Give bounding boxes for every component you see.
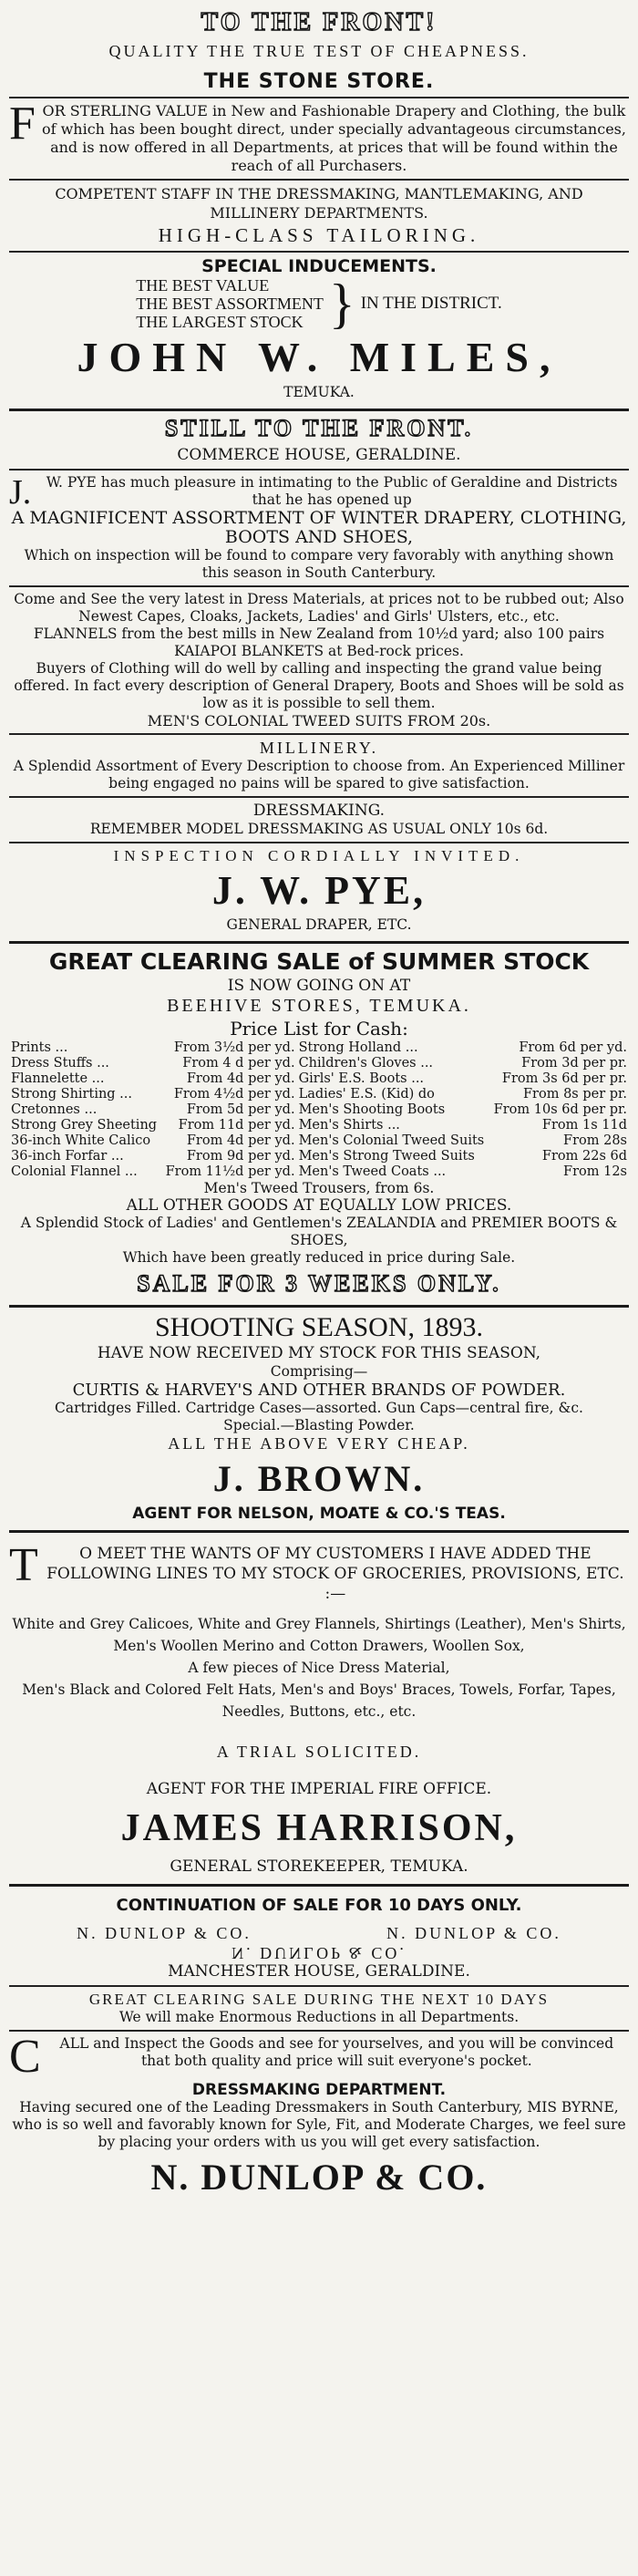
brace-icon: } (328, 274, 355, 334)
pye-intro-text: W. PYE has much pleasure in intimating to the Public of Geraldine and Districts that he has opened up (46, 474, 618, 508)
tweed-suits: MEN'S COLONIAL TWEED SUITS FROM 20s. (147, 712, 491, 729)
divider (9, 97, 629, 98)
item-right: Strong Holland ... (298, 1040, 418, 1055)
item-right: Men's Colonial Tweed Suits (298, 1133, 485, 1148)
best-value: THE BEST VALUE (136, 276, 270, 295)
buyers: Buyers of Clothing will do well by calling and inspecting the grand value being offered. In fact every description of General Drapery, Boots and Shoes will be sold as low as it is possible to sell them. (14, 660, 624, 711)
harrison-ad (9, 1533, 629, 1887)
dressmaking-heading: DRESSMAKING. (252, 802, 386, 820)
price-right: From 3d per pr. (521, 1056, 627, 1071)
remember-model: REMEMBER MODEL DRESSMAKING AS USUAL ONLY 10s 6d. (89, 821, 549, 837)
price-left: From 4 d per yd. (182, 1056, 295, 1071)
received-stock: HAVE NOW RECEIVED MY STOCK FOR THIS SEASON, (97, 1344, 541, 1362)
merchant-name-pye: J. W. PYE, (211, 868, 427, 913)
item-right: Children's Gloves ... (298, 1056, 434, 1071)
general-draper: GENERAL DRAPER, ETC. (226, 916, 412, 933)
price-left: From 4d per yd. (186, 1133, 295, 1148)
call-paragraph (9, 2035, 629, 2077)
price-left: From 11d per yd. (178, 1118, 295, 1133)
drop-cap: C (9, 2035, 41, 2077)
merchant-name-miles: JOHN W. MILES, (77, 334, 561, 380)
price-left: From 9d per yd. (186, 1149, 295, 1164)
harrison-intro-text: O MEET THE WANTS OF MY CUSTOMERS I HAVE ADDED THE FOLLOWING LINES TO MY STOCK OF GROCERIES, PROVISIONS, ETC. :— (46, 1545, 624, 1603)
divider (9, 796, 629, 798)
price-table (9, 1040, 629, 1180)
drop-cap: J. (9, 474, 32, 512)
banner-still-to-the-front: STILL TO THE FRONT. (164, 415, 474, 441)
intro-text: OR STERLING VALUE in New and Fashionable Drapery and Clothing, the bulk of which has been bought direct, under specially advantageous circumstances, and is now offered in all Departments, at prices that will be found within the reach of all Purchasers. (41, 102, 626, 174)
item-left: Flannelette ... (11, 1071, 105, 1086)
dressmaking-department: DRESSMAKING DEPARTMENT. (191, 2081, 447, 2099)
item-left: Strong Grey Sheeting (11, 1118, 158, 1133)
magnificent-assortment: A MAGNIFICENT ASSORTMENT OF WINTER DRAPERY, CLOTHING, BOOTS AND SHOES, (11, 508, 627, 547)
price-left: From 3½d per yd. (173, 1040, 295, 1055)
divider (9, 179, 629, 181)
price-right: From 8s per pr. (523, 1087, 627, 1102)
blasting-powder: Special.—Blasting Powder. (223, 1417, 415, 1433)
price-right: From 28s (563, 1133, 627, 1148)
divider (9, 1985, 629, 1987)
price-row (9, 1149, 629, 1164)
lines-list-3: Men's Black and Colored Felt Hats, Men's and Boys' Braces, Towels, Forfar, Tapes, Needles, Buttons, etc., etc. (22, 1681, 616, 1720)
item-right: Men's Strong Tweed Suits (298, 1149, 475, 1164)
kaiapoi: KAIAPOI BLANKETS at Bed-rock prices. (174, 643, 464, 659)
divider (9, 251, 629, 253)
price-row (9, 1164, 629, 1180)
tailoring: HIGH-CLASS TAILORING. (158, 224, 480, 246)
dunlop-footer-name: N. DUNLOP & CO. (150, 2157, 488, 2198)
item-left: 36-inch White Calico (11, 1133, 151, 1148)
price-row (9, 1071, 629, 1087)
flannels: FLANNELS from the best mills in New Zealand from 10½d yard; also 100 pairs (33, 626, 605, 642)
item-right: Ladies' E.S. (Kid) do (298, 1087, 435, 1102)
dunlop-name-row (9, 1924, 629, 1943)
inspection-invited: INSPECTION CORDIALLY INVITED. (113, 847, 525, 864)
drop-cap: T (9, 1544, 38, 1591)
merchant-name-harrison: JAMES HARRISON, (120, 1807, 518, 1849)
going-on-at: IS NOW GOING ON AT (227, 977, 411, 995)
in-the-district: IN THE DISTRICT. (360, 294, 502, 313)
harrison-intro (9, 1544, 629, 1604)
shooting-season: SHOOTING SEASON, 1893. (154, 1312, 483, 1342)
item-left: Strong Shirting ... (11, 1087, 133, 1102)
tea-agent: AGENT FOR NELSON, MOATE & CO.'S TEAS. (132, 1505, 506, 1523)
stone-store-ad (9, 4, 629, 411)
item-right: Men's Shooting Boots (298, 1102, 446, 1117)
price-row (9, 1087, 629, 1102)
reduced-note: Which have been greatly reduced in price during Sale. (122, 1249, 516, 1266)
millinery-text: A Splendid Assortment of Every Description to choose from. An Experienced Milliner being engaged no pains will be spared to give satisfaction. (13, 758, 625, 791)
divider (9, 842, 629, 843)
divider (9, 585, 629, 587)
splendid-stock: A Splendid Stock of Ladies' and Gentlemen's ZEALANDIA and PREMIER BOOTS & SHOES, (20, 1215, 618, 1248)
cartridges: Cartridges Filled. Cartridge Cases—assorted. Gun Caps—central fire, &c. (55, 1400, 583, 1416)
price-right: From 3s 6d per pr. (501, 1071, 627, 1086)
millinery-heading: MILLINERY. (259, 739, 379, 757)
best-assortment: THE BEST ASSORTMENT (136, 295, 324, 313)
manchester-house: MANCHESTER HOUSE, GERALDINE. (168, 1962, 470, 1981)
brown-ad (9, 1308, 629, 1533)
intro-paragraph (9, 102, 629, 175)
dunlop-name-right: N. DUNLOP & CO. (386, 1924, 561, 1942)
powder-brands: CURTIS & HARVEY'S AND OTHER BRANDS OF POWDER. (72, 1381, 566, 1400)
tweed-trousers: Men's Tweed Trousers, from 6s. (203, 1180, 435, 1196)
beehive-stores: BEEHIVE STORES, TEMUKA. (167, 996, 471, 1016)
price-row (9, 1118, 629, 1133)
inspection-note: Which on inspection will be found to compare very favorably with anything shown this season in South Canterbury. (24, 547, 614, 581)
price-left: From 5d per yd. (186, 1102, 295, 1117)
dunlop-ad (9, 1887, 629, 2211)
largest-stock: THE LARGEST STOCK (136, 313, 304, 331)
price-right: From 12s (563, 1164, 627, 1179)
dunlop-name-inverted-row (9, 1943, 629, 1962)
trial-solicited: A TRIAL SOLICITED. (216, 1743, 422, 1761)
price-left: From 4d per yd. (186, 1071, 295, 1086)
call-text: ALL and Inspect the Goods and see for yourselves, and you will be convinced that both quality and price will suit everyone's pocket. (59, 2035, 614, 2069)
lines-list-1: White and Grey Calicoes, White and Grey Flannels, Shirtings (Leather), Men's Shirts, Men's Woollen Merino and Cotton Drawers, Woollen Sox, (12, 1616, 626, 1654)
comprising: Comprising— (270, 1363, 368, 1380)
continuation-of-sale: CONTINUATION OF SALE FOR 10 DAYS ONLY. (116, 1896, 522, 1915)
pye-ad (9, 411, 629, 944)
best-list (9, 274, 629, 334)
beehive-ad (9, 944, 629, 1308)
clearing-sale-headline: GREAT CLEARING SALE of SUMMER STOCK (48, 948, 590, 975)
special-inducements: SPECIAL INDUCEMENTS. (201, 256, 437, 276)
come-and-see: Come and See the very latest in Dress Materials, at prices not to be rubbed out; Also Newest Capes, Cloaks, Jackets, Ladies' and Girls' Ulsters, etc., etc. (14, 591, 624, 625)
having-secured: Having secured one of the Leading Dressmakers in South Canterbury, MIS BYRNE, who is so well and favorably known for Syle, Fit, and Moderate Charges, we feel sure by placing your orders with us you will get every satisfaction. (12, 2099, 626, 2150)
price-right: From 22s 6d (541, 1149, 627, 1164)
town: TEMUKA. (283, 384, 355, 400)
divider (9, 469, 629, 471)
tagline: QUALITY THE TRUE TEST OF CHEAPNESS. (108, 42, 530, 60)
dunlop-name-left: N. DUNLOP & CO. (77, 1924, 252, 1942)
item-left: Prints ... (11, 1040, 68, 1055)
item-right: Men's Tweed Coats ... (298, 1164, 447, 1179)
item-left: Dress Stuffs ... (11, 1056, 109, 1071)
clearing-sale-10-days: GREAT CLEARING SALE DURING THE NEXT 10 DAYS (88, 1991, 550, 2008)
very-cheap: ALL THE ABOVE VERY CHEAP. (168, 1434, 470, 1453)
price-right: From 10s 6d per pr. (493, 1102, 627, 1117)
banner-sale-3-weeks: SALE FOR 3 WEEKS ONLY. (137, 1270, 501, 1297)
price-row (9, 1040, 629, 1056)
price-row (9, 1056, 629, 1071)
dunlop-name-inverted: N. DUNLOP & CO. (232, 1944, 406, 1962)
divider (9, 2030, 629, 2032)
price-right: From 6d per yd. (519, 1040, 627, 1055)
pye-intro (9, 474, 629, 547)
price-row (9, 1102, 629, 1118)
item-right: Girls' E.S. Boots ... (298, 1071, 425, 1086)
general-storekeeper: GENERAL STOREKEEPER, TEMUKA. (170, 1857, 468, 1876)
item-right: Men's Shirts ... (298, 1118, 400, 1133)
item-left: Colonial Flannel ... (11, 1164, 138, 1179)
enormous-reductions: We will make Enormous Reductions in all Departments. (118, 2009, 520, 2025)
fire-agent: AGENT FOR THE IMPERIAL FIRE OFFICE. (146, 1780, 492, 1798)
price-row (9, 1133, 629, 1149)
item-left: Cretonnes ... (11, 1102, 98, 1117)
drop-cap: F (9, 102, 36, 150)
price-left: From 11½d per yd. (165, 1164, 295, 1179)
merchant-name-brown: J. BROWN. (212, 1458, 426, 1499)
lines-list-2: A few pieces of Nice Dress Material, (188, 1660, 450, 1676)
banner-to-the-front: TO THE FRONT! (201, 8, 437, 36)
other-goods: ALL OTHER GOODS AT EQUALLY LOW PRICES. (126, 1196, 512, 1215)
price-left: From 4½d per yd. (173, 1087, 295, 1102)
item-left: 36-inch Forfar ... (11, 1149, 124, 1164)
staff-text: COMPETENT STAFF IN THE DRESSMAKING, MANTLEMAKING, AND MILLINERY DEPARTMENTS. (55, 185, 583, 222)
price-list-heading: Price List for Cash: (230, 1018, 408, 1040)
divider (9, 733, 629, 735)
commerce-house: COMMERCE HOUSE, GERALDINE. (177, 446, 461, 464)
store-name: THE STONE STORE. (203, 70, 435, 93)
price-right: From 1s 11d (541, 1118, 627, 1133)
